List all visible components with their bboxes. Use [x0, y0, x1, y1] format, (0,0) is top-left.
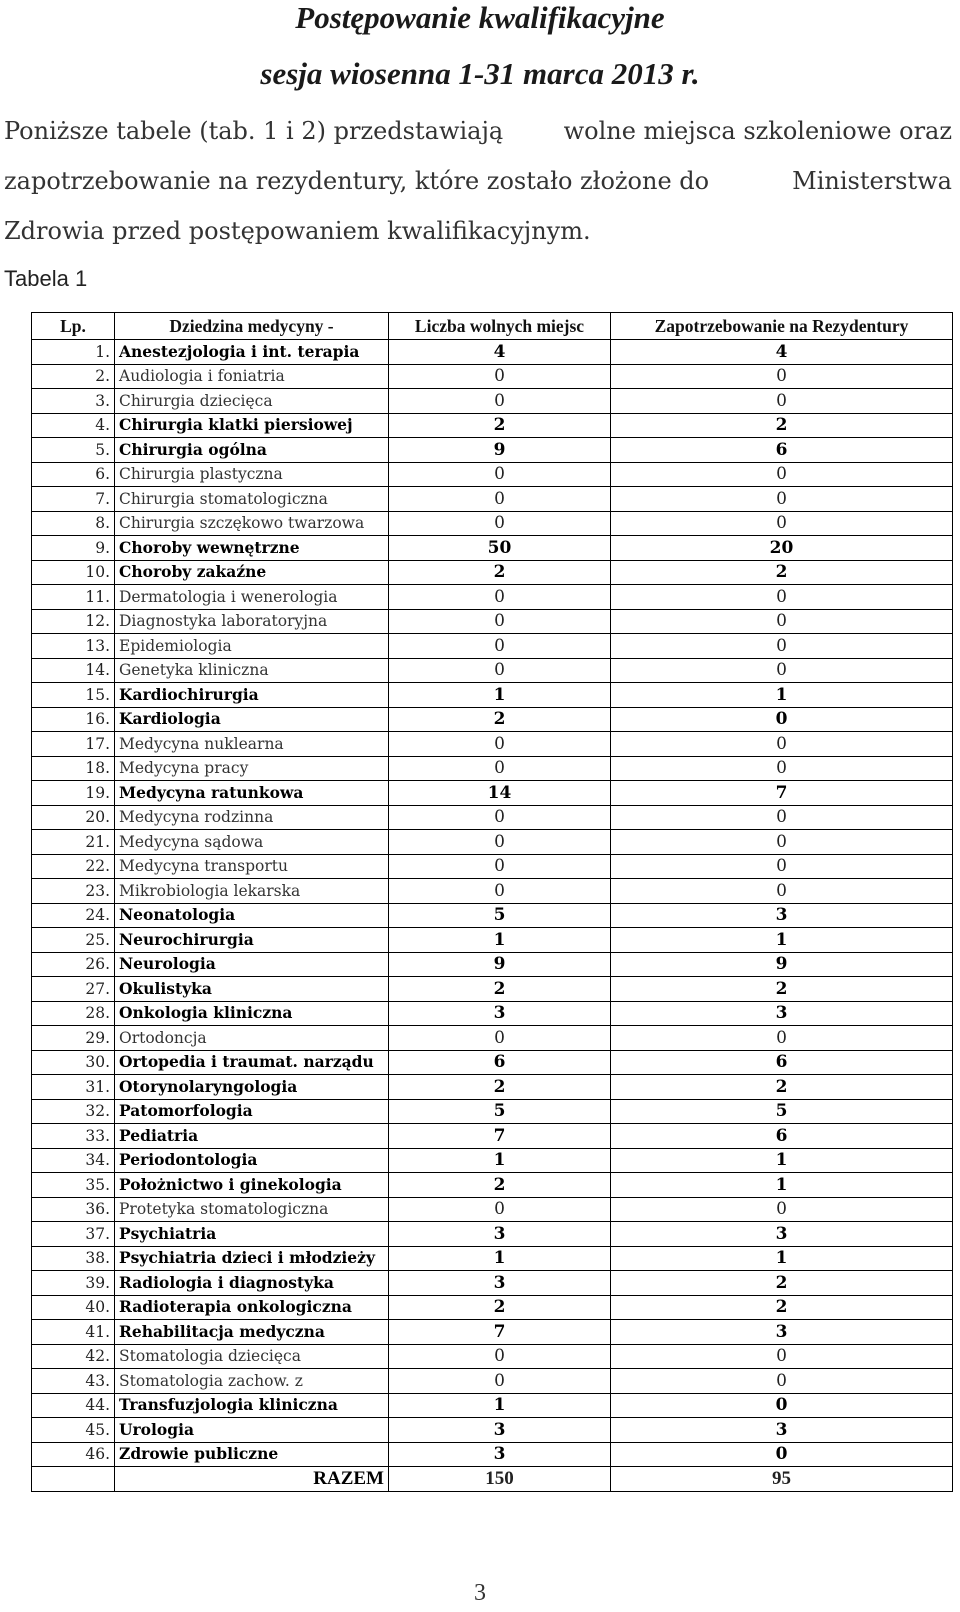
table-row — [32, 1075, 953, 1100]
row-lp: 41. — [32, 1320, 115, 1345]
row-dziedzina: Medycyna transportu — [115, 854, 389, 879]
row-dziedzina: Psychiatria dzieci i młodzieży — [115, 1246, 389, 1271]
row-dziedzina: Chirurgia stomatologiczna — [115, 487, 389, 512]
row-lp: 36. — [32, 1197, 115, 1222]
row-zapotrzebowanie: 2 — [611, 1075, 953, 1100]
row-dziedzina: Neurologia — [115, 952, 389, 977]
table-row — [32, 1001, 953, 1026]
page-number: 3 — [474, 1580, 486, 1606]
table-row — [32, 658, 953, 683]
row-dziedzina: Transfuzjologia kliniczna — [115, 1393, 389, 1418]
row-wolne-miejsca: 2 — [389, 1295, 611, 1320]
row-wolne-miejsca: 1 — [389, 1148, 611, 1173]
table-row — [32, 1246, 953, 1271]
row-zapotrzebowanie: 0 — [611, 585, 953, 610]
row-zapotrzebowanie: 3 — [611, 1320, 953, 1345]
row-lp: 5. — [32, 438, 115, 463]
row-lp: 29. — [32, 1026, 115, 1051]
row-lp: 35. — [32, 1173, 115, 1198]
table-row — [32, 830, 953, 855]
row-wolne-miejsca: 50 — [389, 536, 611, 561]
row-lp: 31. — [32, 1075, 115, 1100]
row-lp: 44. — [32, 1393, 115, 1418]
row-dziedzina: Diagnostyka laboratoryjna — [115, 609, 389, 634]
table-row — [32, 1148, 953, 1173]
table-row — [32, 732, 953, 757]
row-zapotrzebowanie: 2 — [611, 1295, 953, 1320]
row-zapotrzebowanie: 2 — [611, 977, 953, 1002]
row-wolne-miejsca: 2 — [389, 977, 611, 1002]
row-wolne-miejsca: 0 — [389, 462, 611, 487]
row-zapotrzebowanie: 0 — [611, 707, 953, 732]
row-zapotrzebowanie: 6 — [611, 1050, 953, 1075]
row-zapotrzebowanie: 0 — [611, 609, 953, 634]
table-row — [32, 928, 953, 953]
row-zapotrzebowanie: 2 — [611, 560, 953, 585]
intro-line-2-a: zapotrzebowanie na rezydentury, które zostało złożone do — [4, 167, 710, 195]
row-wolne-miejsca: 0 — [389, 585, 611, 610]
row-lp: 3. — [32, 389, 115, 414]
row-wolne-miejsca: 2 — [389, 707, 611, 732]
table-row — [32, 1197, 953, 1222]
header-liczba-wolnych-miejsc: Liczba wolnych miejsc — [389, 313, 611, 340]
row-wolne-miejsca: 7 — [389, 1124, 611, 1149]
row-lp: 26. — [32, 952, 115, 977]
row-lp: 19. — [32, 781, 115, 806]
row-zapotrzebowanie: 1 — [611, 1148, 953, 1173]
row-dziedzina: Pediatria — [115, 1124, 389, 1149]
row-wolne-miejsca: 1 — [389, 928, 611, 953]
row-zapotrzebowanie: 0 — [611, 462, 953, 487]
row-dziedzina: Chirurgia plastyczna — [115, 462, 389, 487]
row-lp: 18. — [32, 756, 115, 781]
row-dziedzina: Medycyna pracy — [115, 756, 389, 781]
table-row — [32, 683, 953, 708]
table-header-row — [32, 313, 953, 340]
row-lp: 12. — [32, 609, 115, 634]
row-dziedzina: Radioterapia onkologiczna — [115, 1295, 389, 1320]
row-zapotrzebowanie: 3 — [611, 1418, 953, 1443]
row-zapotrzebowanie: 3 — [611, 1001, 953, 1026]
total-label: RAZEM — [115, 1467, 389, 1492]
row-dziedzina: Anestezjologia i int. terapia — [115, 340, 389, 365]
row-dziedzina: Choroby wewnętrzne — [115, 536, 389, 561]
row-lp: 28. — [32, 1001, 115, 1026]
table-row — [32, 511, 953, 536]
row-wolne-miejsca: 1 — [389, 683, 611, 708]
table-row — [32, 1222, 953, 1247]
table-row — [32, 1344, 953, 1369]
table-row — [32, 1295, 953, 1320]
row-lp: 39. — [32, 1271, 115, 1296]
intro-line-1 — [4, 106, 952, 156]
table-body — [32, 340, 953, 1467]
row-lp: 34. — [32, 1148, 115, 1173]
document-title: Postępowanie kwalifikacyjne — [295, 0, 665, 35]
row-lp: 15. — [32, 683, 115, 708]
row-zapotrzebowanie: 7 — [611, 781, 953, 806]
row-dziedzina: Medycyna ratunkowa — [115, 781, 389, 806]
row-wolne-miejsca: 3 — [389, 1418, 611, 1443]
row-dziedzina: Kardiologia — [115, 707, 389, 732]
row-lp: 11. — [32, 585, 115, 610]
table-row — [32, 364, 953, 389]
table-row — [32, 1320, 953, 1345]
row-lp: 14. — [32, 658, 115, 683]
table-row — [32, 1173, 953, 1198]
row-dziedzina: Medycyna nuklearna — [115, 732, 389, 757]
table-total-row — [32, 1467, 953, 1492]
row-lp: 2. — [32, 364, 115, 389]
row-wolne-miejsca: 1 — [389, 1393, 611, 1418]
row-zapotrzebowanie: 0 — [611, 634, 953, 659]
table-row — [32, 707, 953, 732]
row-lp: 38. — [32, 1246, 115, 1271]
table-row — [32, 854, 953, 879]
row-lp: 7. — [32, 487, 115, 512]
row-lp: 23. — [32, 879, 115, 904]
row-wolne-miejsca: 0 — [389, 756, 611, 781]
row-wolne-miejsca: 0 — [389, 1369, 611, 1394]
row-lp: 40. — [32, 1295, 115, 1320]
total-lp-cell — [32, 1467, 115, 1492]
row-dziedzina: Neurochirurgia — [115, 928, 389, 953]
row-wolne-miejsca: 0 — [389, 1344, 611, 1369]
session-subtitle: sesja wiosenna 1-31 marca 2013 r. — [260, 56, 700, 91]
row-dziedzina: Chirurgia ogólna — [115, 438, 389, 463]
row-wolne-miejsca: 0 — [389, 805, 611, 830]
row-lp: 33. — [32, 1124, 115, 1149]
row-zapotrzebowanie: 4 — [611, 340, 953, 365]
row-lp: 46. — [32, 1442, 115, 1467]
row-wolne-miejsca: 3 — [389, 1271, 611, 1296]
row-lp: 27. — [32, 977, 115, 1002]
row-wolne-miejsca: 0 — [389, 879, 611, 904]
row-lp: 45. — [32, 1418, 115, 1443]
table-row — [32, 340, 953, 365]
row-wolne-miejsca: 0 — [389, 854, 611, 879]
row-wolne-miejsca: 0 — [389, 1197, 611, 1222]
row-dziedzina: Neonatologia — [115, 903, 389, 928]
table-row — [32, 952, 953, 977]
row-dziedzina: Periodontologia — [115, 1148, 389, 1173]
row-wolne-miejsca: 9 — [389, 952, 611, 977]
row-zapotrzebowanie: 1 — [611, 928, 953, 953]
row-dziedzina: Chirurgia dziecięca — [115, 389, 389, 414]
row-wolne-miejsca: 0 — [389, 634, 611, 659]
row-lp: 10. — [32, 560, 115, 585]
row-zapotrzebowanie: 6 — [611, 1124, 953, 1149]
row-dziedzina: Stomatologia dziecięca — [115, 1344, 389, 1369]
row-lp: 1. — [32, 340, 115, 365]
row-wolne-miejsca: 3 — [389, 1222, 611, 1247]
row-wolne-miejsca: 2 — [389, 1075, 611, 1100]
intro-line-1-b: wolne miejsca szkoleniowe oraz — [563, 117, 952, 145]
row-dziedzina: Okulistyka — [115, 977, 389, 1002]
intro-line-1-a: Poniższe tabele (tab. 1 i 2) przedstawiają — [4, 117, 504, 145]
row-zapotrzebowanie: 2 — [611, 1271, 953, 1296]
table-row — [32, 438, 953, 463]
row-zapotrzebowanie: 3 — [611, 903, 953, 928]
row-zapotrzebowanie: 0 — [611, 854, 953, 879]
table-row — [32, 1369, 953, 1394]
row-dziedzina: Położnictwo i ginekologia — [115, 1173, 389, 1198]
row-lp: 21. — [32, 830, 115, 855]
row-dziedzina: Stomatologia zachow. z — [115, 1369, 389, 1394]
row-dziedzina: Chirurgia klatki piersiowej — [115, 413, 389, 438]
header-lp: Lp. — [32, 313, 115, 340]
row-dziedzina: Epidemiologia — [115, 634, 389, 659]
row-zapotrzebowanie: 0 — [611, 1442, 953, 1467]
table-row — [32, 1050, 953, 1075]
row-lp: 24. — [32, 903, 115, 928]
row-lp: 42. — [32, 1344, 115, 1369]
row-zapotrzebowanie: 0 — [611, 658, 953, 683]
row-zapotrzebowanie: 5 — [611, 1099, 953, 1124]
row-zapotrzebowanie: 0 — [611, 1393, 953, 1418]
row-zapotrzebowanie: 1 — [611, 1246, 953, 1271]
row-wolne-miejsca: 2 — [389, 1173, 611, 1198]
row-lp: 6. — [32, 462, 115, 487]
row-wolne-miejsca: 0 — [389, 364, 611, 389]
table-row — [32, 413, 953, 438]
table-row — [32, 560, 953, 585]
row-dziedzina: Dermatologia i wenerologia — [115, 585, 389, 610]
row-wolne-miejsca: 3 — [389, 1001, 611, 1026]
row-wolne-miejsca: 7 — [389, 1320, 611, 1345]
row-dziedzina: Radiologia i diagnostyka — [115, 1271, 389, 1296]
table-row — [32, 536, 953, 561]
row-dziedzina: Zdrowie publiczne — [115, 1442, 389, 1467]
table-row — [32, 781, 953, 806]
residency-table — [31, 312, 953, 1492]
row-dziedzina: Onkologia kliniczna — [115, 1001, 389, 1026]
row-dziedzina: Ortopedia i traumat. narządu — [115, 1050, 389, 1075]
row-lp: 4. — [32, 413, 115, 438]
row-lp: 43. — [32, 1369, 115, 1394]
row-zapotrzebowanie: 0 — [611, 1026, 953, 1051]
row-lp: 25. — [32, 928, 115, 953]
table-row — [32, 487, 953, 512]
row-wolne-miejsca: 0 — [389, 487, 611, 512]
row-wolne-miejsca: 5 — [389, 903, 611, 928]
row-lp: 17. — [32, 732, 115, 757]
row-lp: 9. — [32, 536, 115, 561]
row-dziedzina: Otorynolaryngologia — [115, 1075, 389, 1100]
intro-line-2 — [4, 156, 952, 206]
row-wolne-miejsca: 9 — [389, 438, 611, 463]
total-rezydentury: 95 — [611, 1467, 953, 1492]
row-wolne-miejsca: 0 — [389, 732, 611, 757]
row-zapotrzebowanie: 9 — [611, 952, 953, 977]
row-zapotrzebowanie: 6 — [611, 438, 953, 463]
row-wolne-miejsca: 6 — [389, 1050, 611, 1075]
row-zapotrzebowanie: 2 — [611, 413, 953, 438]
table-row — [32, 1099, 953, 1124]
row-zapotrzebowanie: 0 — [611, 1344, 953, 1369]
row-zapotrzebowanie: 1 — [611, 1173, 953, 1198]
row-lp: 22. — [32, 854, 115, 879]
table-row — [32, 389, 953, 414]
row-zapotrzebowanie: 0 — [611, 364, 953, 389]
table-label: Tabela 1 — [4, 266, 88, 291]
row-wolne-miejsca: 0 — [389, 511, 611, 536]
row-wolne-miejsca: 1 — [389, 1246, 611, 1271]
table-row — [32, 1026, 953, 1051]
row-dziedzina: Mikrobiologia lekarska — [115, 879, 389, 904]
table-row — [32, 1124, 953, 1149]
row-wolne-miejsca: 4 — [389, 340, 611, 365]
row-wolne-miejsca: 14 — [389, 781, 611, 806]
row-wolne-miejsca: 3 — [389, 1442, 611, 1467]
row-lp: 8. — [32, 511, 115, 536]
row-lp: 13. — [32, 634, 115, 659]
row-wolne-miejsca: 0 — [389, 389, 611, 414]
table-row — [32, 609, 953, 634]
row-wolne-miejsca: 2 — [389, 413, 611, 438]
intro-line-2-b: Ministerstwa — [792, 167, 952, 195]
row-zapotrzebowanie: 1 — [611, 683, 953, 708]
row-lp: 16. — [32, 707, 115, 732]
row-wolne-miejsca: 2 — [389, 560, 611, 585]
row-zapotrzebowanie: 0 — [611, 1197, 953, 1222]
table-row — [32, 1418, 953, 1443]
table-row — [32, 634, 953, 659]
row-zapotrzebowanie: 0 — [611, 830, 953, 855]
header-dziedzina: Dziedzina medycyny - — [115, 313, 389, 340]
row-wolne-miejsca: 0 — [389, 609, 611, 634]
table-row — [32, 805, 953, 830]
total-wolne: 150 — [389, 1467, 611, 1492]
table-row — [32, 462, 953, 487]
intro-paragraph — [4, 106, 952, 256]
row-wolne-miejsca: 0 — [389, 658, 611, 683]
row-lp: 37. — [32, 1222, 115, 1247]
table-row — [32, 1442, 953, 1467]
intro-line-3 — [4, 206, 952, 256]
row-zapotrzebowanie: 3 — [611, 1222, 953, 1247]
row-zapotrzebowanie: 0 — [611, 389, 953, 414]
row-dziedzina: Rehabilitacja medyczna — [115, 1320, 389, 1345]
row-wolne-miejsca: 0 — [389, 830, 611, 855]
row-wolne-miejsca: 5 — [389, 1099, 611, 1124]
row-zapotrzebowanie: 0 — [611, 732, 953, 757]
row-lp: 32. — [32, 1099, 115, 1124]
row-dziedzina: Choroby zakaźne — [115, 560, 389, 585]
row-wolne-miejsca: 0 — [389, 1026, 611, 1051]
row-dziedzina: Psychiatria — [115, 1222, 389, 1247]
row-dziedzina: Urologia — [115, 1418, 389, 1443]
row-zapotrzebowanie: 0 — [611, 511, 953, 536]
table-row — [32, 756, 953, 781]
row-dziedzina: Medycyna rodzinna — [115, 805, 389, 830]
row-zapotrzebowanie: 0 — [611, 487, 953, 512]
row-dziedzina: Audiologia i foniatria — [115, 364, 389, 389]
table-row — [32, 1271, 953, 1296]
row-zapotrzebowanie: 0 — [611, 879, 953, 904]
row-zapotrzebowanie: 20 — [611, 536, 953, 561]
row-zapotrzebowanie: 0 — [611, 805, 953, 830]
row-dziedzina: Kardiochirurgia — [115, 683, 389, 708]
table-row — [32, 903, 953, 928]
row-dziedzina: Genetyka kliniczna — [115, 658, 389, 683]
table-row — [32, 977, 953, 1002]
intro-line-3-text: Zdrowia przed postępowaniem kwalifikacyjnym. — [4, 217, 591, 245]
row-dziedzina: Ortodoncja — [115, 1026, 389, 1051]
row-zapotrzebowanie: 0 — [611, 756, 953, 781]
table-row — [32, 879, 953, 904]
row-lp: 20. — [32, 805, 115, 830]
row-dziedzina: Chirurgia szczękowo twarzowa — [115, 511, 389, 536]
table-row — [32, 585, 953, 610]
table-row — [32, 1393, 953, 1418]
header-zapotrzebowanie: Zapotrzebowanie na Rezydentury — [611, 313, 953, 340]
row-dziedzina: Protetyka stomatologiczna — [115, 1197, 389, 1222]
row-lp: 30. — [32, 1050, 115, 1075]
row-zapotrzebowanie: 0 — [611, 1369, 953, 1394]
row-dziedzina: Patomorfologia — [115, 1099, 389, 1124]
row-dziedzina: Medycyna sądowa — [115, 830, 389, 855]
